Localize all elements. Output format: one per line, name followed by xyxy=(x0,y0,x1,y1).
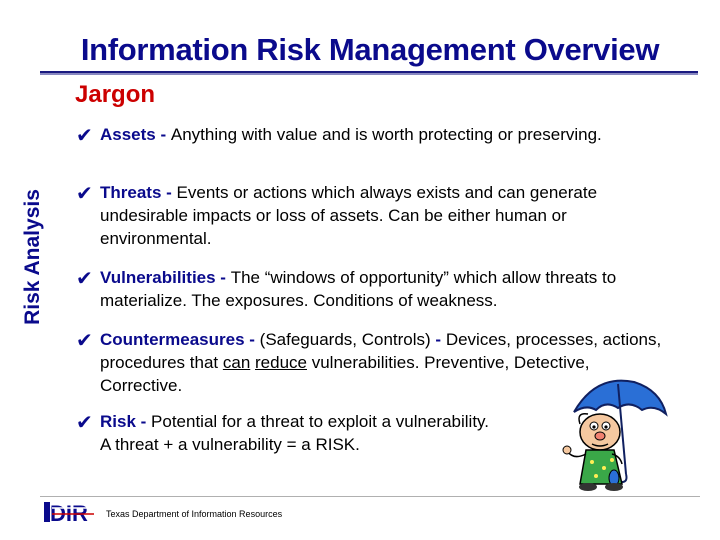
bullet-text-line2: A threat + a vulnerability = a RISK. xyxy=(100,435,360,454)
slide-subtitle: Jargon xyxy=(75,81,156,108)
bullet-term: Vulnerabilities xyxy=(100,268,216,287)
bullet-term: Risk xyxy=(100,412,136,431)
bullet-term: Assets xyxy=(100,125,156,144)
side-label: Risk Analysis xyxy=(21,189,44,325)
bullet-text: Events or actions which always exists and can generate undesirable impacts or loss of assets. Can be either human or environmental. xyxy=(100,183,598,248)
bullet-text: Anything with value and is worth protecting or preserving. xyxy=(170,125,602,144)
slide-title: Information Risk Management Overview xyxy=(80,32,660,67)
footer-divider xyxy=(40,496,700,497)
check-icon: ✔ xyxy=(76,123,93,147)
umbrella-cartoon xyxy=(556,374,676,492)
check-icon: ✔ xyxy=(76,410,93,434)
bullet-term: Countermeasures xyxy=(100,330,245,349)
dir-logo xyxy=(44,500,100,524)
bullet-term: Threats xyxy=(100,183,162,202)
bullet-text: The “windows of opportunity” which allow threats to materialize. The exposures. Conditions of weakness. xyxy=(100,268,617,310)
bullet-text: Potential for a threat to exploit a vulnerability. xyxy=(151,412,490,431)
title-divider xyxy=(40,71,698,75)
check-icon: ✔ xyxy=(76,266,93,290)
footer-org: Texas Department of Information Resources xyxy=(106,509,283,519)
check-icon: ✔ xyxy=(76,181,93,205)
check-icon: ✔ xyxy=(76,328,93,352)
dir-logo-text: DIR xyxy=(50,501,88,524)
